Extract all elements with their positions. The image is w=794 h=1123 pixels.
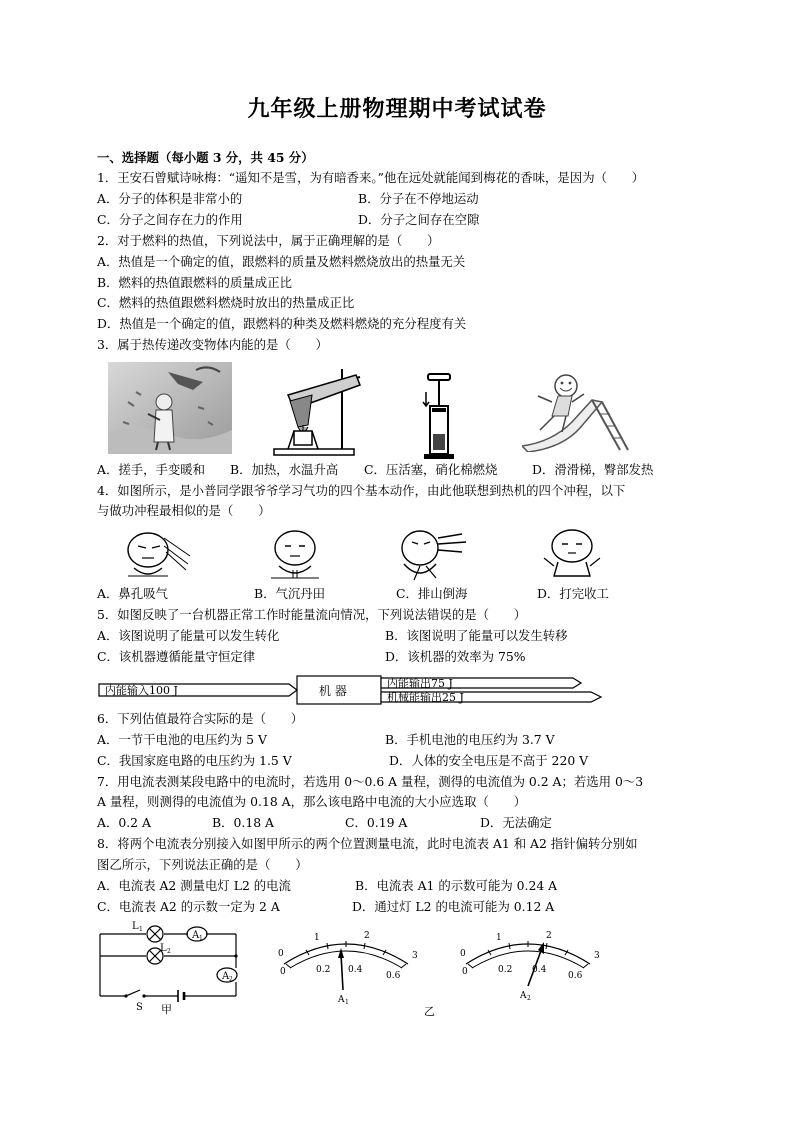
q5-label-output-heat: 内能输出75 J [387, 677, 453, 690]
a1-label-sub: 1 [345, 999, 349, 1004]
a1-tick-bottom-0.6: 0.6 [386, 971, 401, 981]
q1-option-d[interactable]: D．分子之间存在空隙 [358, 212, 480, 227]
q4-stem-line1: 4．如图所示，是小普同学跟爷爷学习气功的四个基本动作，由此他联想到热机的四个冲程，以下 [97, 483, 626, 498]
a2-tick-bottom-0.4: 0.4 [532, 965, 547, 975]
q3-figure-slide [522, 372, 632, 452]
q3-stem: 3．属于热传递改变物体内能的是（ ） [97, 337, 328, 352]
q3-option-c[interactable]: C．压活塞，硝化棉燃烧 [364, 462, 498, 477]
label-L2-sub: 2 [167, 948, 171, 955]
q7-option-c[interactable]: C．0.19 A [345, 815, 408, 830]
a1-tick-top-3: 3 [412, 951, 418, 961]
q4-option-c[interactable]: C．排山倒海 [396, 586, 468, 601]
a2-label-sub: 2 [527, 995, 531, 1002]
label-L1: L [132, 921, 139, 932]
q8-option-d[interactable]: D．通过灯 L2 的电流可能为 0.12 A [352, 899, 555, 914]
q4-figure-push [392, 524, 472, 582]
q7-stem-line1: 7．用电流表测某段电路中的电流时，若选用 0～0.6 A 量程，测得的电流值为 0.2 A；若选用 0～3 [97, 774, 644, 789]
q1-option-a[interactable]: A．分子的体积是非常小的 [97, 191, 243, 206]
q4-option-a[interactable]: A．鼻孔吸气 [97, 586, 168, 601]
a2-tick-bottom-0.2: 0.2 [498, 965, 513, 975]
q4-figure-sink-breath [255, 526, 335, 582]
q6-option-d[interactable]: D．人体的安全电压是不高于 220 V [389, 753, 589, 768]
q5-label-output-mech: 机械能输出25 J [387, 691, 464, 704]
q2-option-d[interactable]: D．热值是一个确定的值，跟燃料的种类及燃料燃烧的充分程度有关 [97, 316, 467, 331]
a2-tick-top-0: 0 [460, 949, 466, 959]
q6-stem: 6．下列估值最符合实际的是（ ） [97, 711, 304, 726]
q8-option-b[interactable]: B．电流表 A1 的示数可能为 0.24 A [355, 878, 558, 893]
q8-stem-line2: 图乙所示，下列说法正确的是（ ） [97, 857, 308, 872]
a1-tick-bottom-0.4: 0.4 [348, 965, 363, 975]
q7-option-b[interactable]: B．0.18 A [212, 815, 274, 830]
label-A1-sub: 1 [199, 935, 203, 942]
a2-tick-bottom-0: 0 [462, 967, 468, 977]
a2-tick-top-2: 2 [546, 931, 552, 941]
a1-tick-bottom-0: 0 [280, 967, 286, 977]
q5-option-c[interactable]: C．该机器遵循能量守恒定律 [97, 649, 256, 664]
q7-stem-line2: A 量程，则测得的电流值为 0.18 A，那么该电路中电流的大小应选取（ ） [97, 794, 527, 809]
q3-option-b[interactable]: B．加热，水温升高 [230, 462, 339, 477]
page-title: 九年级上册物理期中考试试卷 [247, 96, 547, 122]
q8-option-a[interactable]: A．电流表 A2 测量电灯 L2 的电流 [97, 878, 291, 893]
q3-figure-rubbing-hands [108, 362, 232, 454]
label-switch-S: S [136, 1002, 143, 1013]
q6-option-c[interactable]: C．我国家庭电路的电压约为 1.5 V [97, 753, 292, 768]
label-A1: A [192, 930, 200, 941]
q3-figure-piston [418, 372, 460, 460]
q7-option-a[interactable]: A．0.2 A [97, 815, 151, 830]
label-A2: A [222, 971, 230, 982]
q8-stem-line1: 8．将两个电流表分别接入如图甲所示的两个位置测量电流，此时电流表 A1 和 A2 指针偏转分别如 [97, 836, 638, 851]
q5-option-b[interactable]: B．该图说明了能量可以发生转移 [385, 628, 568, 643]
q5-option-d[interactable]: D．该机器的效率为 75% [385, 649, 526, 664]
q5-label-machine: 机 器 [319, 684, 347, 698]
q2-stem: 2．对于燃料的热值，下列说法中，属于正确理解的是（ ） [97, 233, 440, 248]
a1-tick-top-2: 2 [364, 931, 370, 941]
q4-figure-finish [532, 526, 612, 582]
a2-tick-top-3: 3 [594, 951, 600, 961]
label-yi: 乙 [424, 1005, 435, 1018]
q2-option-a[interactable]: A．热值是一个确定的值，跟燃料的质量及燃料燃烧放出的热量无关 [97, 254, 466, 269]
q2-option-c[interactable]: C．燃料的热值跟燃料燃烧时放出的热量成正比 [97, 295, 355, 310]
q7-option-d[interactable]: D．无法确定 [480, 815, 552, 830]
q4-stem-line2: 与做功冲程最相似的是（ ） [97, 503, 271, 518]
a2-tick-bottom-0.6: 0.6 [568, 971, 583, 981]
q5-stem: 5．如图反映了一台机器正常工作时能量流向情况，下列说法错误的是（ ） [97, 607, 527, 622]
q1-option-b[interactable]: B．分子在不停地运动 [358, 191, 479, 206]
q4-option-b[interactable]: B．气沉丹田 [254, 586, 326, 601]
q4-option-d[interactable]: D．打完收工 [537, 586, 609, 601]
q5-label-input: 内能输入100 J [105, 684, 178, 697]
q3-figure-heating-water [268, 365, 368, 457]
a1-label: A [338, 995, 345, 1004]
q6-option-b[interactable]: B．手机电池的电压约为 3.7 V [385, 732, 555, 747]
q8-meter-a1 [266, 928, 426, 1004]
q6-option-a[interactable]: A．一节干电池的电压约为 5 V [97, 732, 267, 747]
a2-label: A [520, 991, 527, 1001]
q3-option-a[interactable]: A．搓手，手变暖和 [97, 462, 206, 477]
a1-tick-top-1: 1 [314, 933, 320, 943]
q5-energy-flow-diagram [97, 672, 607, 708]
q8-option-c[interactable]: C．电流表 A2 的示数一定为 2 A [97, 899, 280, 914]
q5-option-a[interactable]: A．该图说明了能量可以发生转化 [97, 628, 280, 643]
q2-option-b[interactable]: B．燃料的热值跟燃料的质量成正比 [97, 275, 292, 290]
label-jia: 甲 [161, 1003, 172, 1016]
label-L2: L [160, 943, 167, 954]
q1-option-c[interactable]: C．分子之间存在力的作用 [97, 212, 243, 227]
a1-tick-bottom-0.2: 0.2 [316, 965, 331, 975]
q1-stem: 1．王安石曾赋诗咏梅：“遥知不是雪，为有暗香来。”他在远处就能闻到梅花的香味，是因为（ ） [97, 170, 645, 185]
label-A2-sub: 2 [229, 976, 233, 983]
q3-option-d[interactable]: D．滑滑梯，臀部发热 [532, 462, 654, 477]
label-L1-sub: 1 [139, 926, 143, 933]
section-heading: 一、选择题（每小题 3 分，共 45 分） [97, 150, 314, 165]
a2-tick-top-1: 1 [496, 933, 502, 943]
q8-meter-a2 [448, 928, 608, 1004]
a1-tick-top-0: 0 [278, 949, 284, 959]
q4-figure-inhale [118, 526, 198, 582]
